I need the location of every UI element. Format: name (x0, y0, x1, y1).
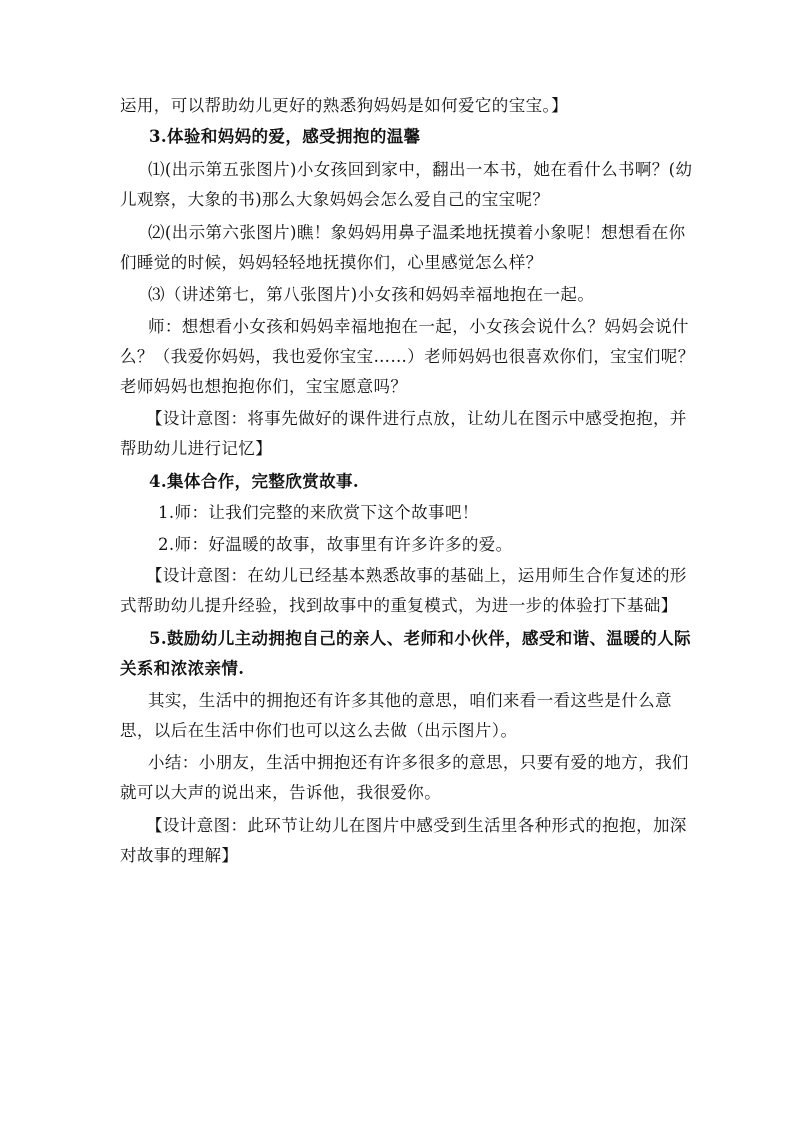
text-line: 么？（我爱你妈妈，我也爱你宝宝……）老师妈妈也很喜欢你们，宝宝们呢？ (120, 347, 695, 366)
section-heading-5-cont: 关系和浓浓亲情. (120, 659, 245, 678)
text-line: 师：想想看小女孩和妈妈幸福地抱在一起，小女孩会说什么？妈妈会说什 (148, 317, 689, 336)
text-line: 儿观察，大象的书)那么大象妈妈会怎么爱自己的宝宝呢？ (120, 190, 550, 209)
text-line: 老师妈妈也想抱抱你们，宝宝愿意吗？ (120, 377, 408, 396)
text-line: 对故事的理解】 (120, 846, 239, 865)
text-line: 其实，生活中的拥抱还有许多其他的意思，咱们来看一看这些是什么意 (148, 691, 672, 710)
list-item: 2.师：好温暖的故事，故事里有许多许多的爱。 (158, 535, 513, 554)
list-item: 1.师：让我们完整的来欣赏下这个故事吧！ (158, 503, 479, 522)
design-intent-note: 【设计意图：将事先做好的课件进行点放，让幼儿在图示中感受抱抱，并 (146, 409, 687, 428)
text-line: ⑵(出示第六张图片)瞧！象妈妈用鼻子温柔地抚摸着小象呢！想想看在你 (148, 223, 686, 242)
text-line: ⑴(出示第五张图片)小女孩回到家中，翻出一本书，她在看什么书啊？(幼 (148, 160, 693, 179)
text-line: 运用，可以帮助幼儿更好的熟悉狗妈妈是如何爱它的宝宝。】 (120, 96, 569, 115)
design-intent-note: 【设计意图：在幼儿已经基本熟悉故事的基础上，运用师生合作复述的形 (146, 566, 687, 585)
section-heading-5: 5.鼓励幼儿主动拥抱自己的亲人、老师和小伙伴，感受和谐、温暖的人际 (149, 629, 691, 648)
text-line: 就可以大声的说出来，告诉他，我很爱你。 (120, 783, 442, 802)
text-line: 式帮助幼儿提升经验，找到故事中的重复模式，为进一步的体验打下基础】 (120, 596, 678, 615)
text-line: 思，以后在生活中你们也可以这么去做（出示图片）。 (120, 721, 518, 740)
summary-line: 小结：小朋友，生活中拥抱还有许多很多的意思，只要有爱的地方，我们 (148, 753, 689, 772)
section-heading-3: 3.体验和妈妈的爱，感受拥抱的温馨 (149, 127, 421, 146)
text-line: 帮助幼儿进行记忆】 (120, 439, 273, 458)
text-line: ⑶（讲述第七，第八张图片)小女孩和妈妈幸福地抱在一起。 (148, 285, 595, 304)
text-line: 们睡觉的时候，妈妈轻轻地抚摸你们，心里感觉怎么样？ (120, 253, 543, 272)
design-intent-note: 【设计意图：此环节让幼儿在图片中感受到生活里各种形式的抱抱，加深 (146, 816, 687, 835)
section-heading-4: 4.集体合作，完整欣赏故事. (149, 472, 360, 491)
